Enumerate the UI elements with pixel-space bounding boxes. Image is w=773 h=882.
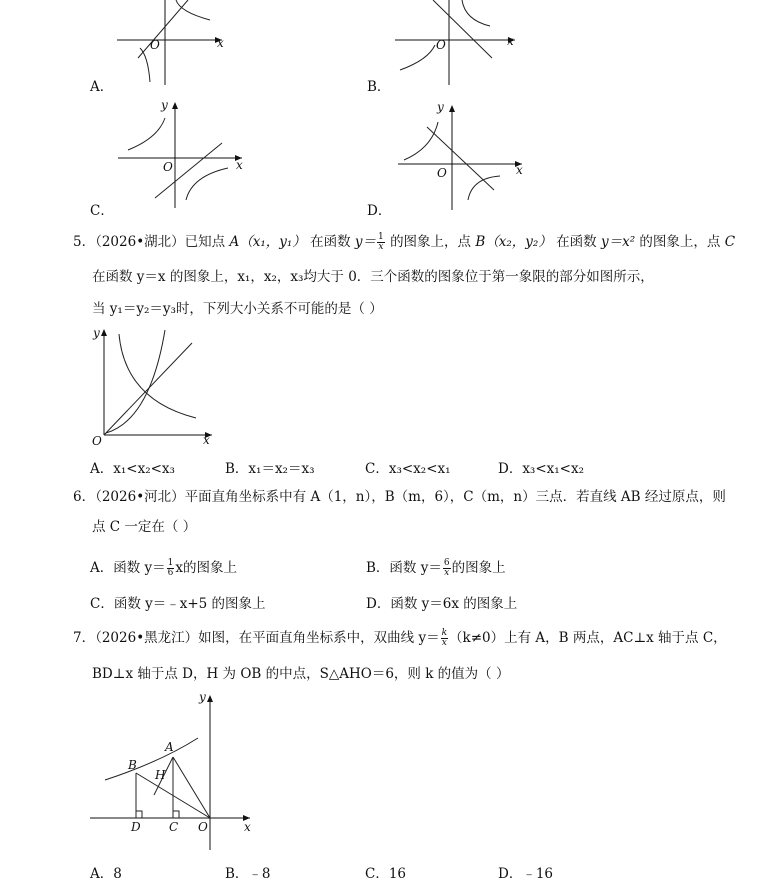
q4d-y-label: y bbox=[437, 100, 444, 114]
q5-x-label: x bbox=[203, 433, 210, 447]
q4a-x-label: x bbox=[217, 36, 224, 50]
q4c-origin: O bbox=[163, 160, 173, 174]
q4-option-a: A． bbox=[90, 79, 114, 95]
q7-option-c: C．16 bbox=[365, 866, 407, 882]
q5-text-graph-end: 的图象上，点 bbox=[639, 234, 721, 250]
q6-line2: 点 C 一定在（ ） bbox=[92, 519, 197, 535]
q7-option-b: B．﹣8 bbox=[225, 866, 271, 882]
q5-origin: O bbox=[92, 434, 102, 448]
q5-option-a: A．x₁<x₂<x₃ bbox=[90, 461, 175, 477]
q7-point-b-label: B bbox=[128, 758, 137, 772]
q5-frac1: $\frac{1}{x}$ bbox=[378, 232, 384, 252]
q5-func1: y＝ bbox=[354, 234, 377, 250]
q5-y-label: y bbox=[93, 326, 100, 340]
q4b-x-label: x bbox=[507, 34, 514, 48]
q4d-x-label: x bbox=[516, 163, 523, 177]
q7-point-c-label: C bbox=[169, 820, 179, 834]
q7-frac: $\frac{k}{x}$ bbox=[441, 628, 448, 648]
q5-point-b: B（x₂，y₂） bbox=[475, 234, 552, 250]
q5-line2: 在函数 y＝x 的图象上，x₁，x₂，x₃均大于 0．三个函数的图象位于第一象限的部分如图所示， bbox=[92, 269, 654, 285]
q5-point-c: C bbox=[724, 234, 736, 250]
q7-option-a: A．8 bbox=[90, 866, 122, 882]
q7-line1: 7．（2026•黑龙江）如图，在平面直角坐标系中，双曲线 y＝ $\frac{k}{x}$ （k≠0）上有 A，B 两点，AC⊥x 轴于点 C， bbox=[73, 628, 727, 648]
q4-option-d: D． bbox=[367, 203, 392, 219]
q5-option-d: D．x₃<x₁<x₂ bbox=[498, 461, 585, 477]
q5-func2: y＝x² bbox=[600, 234, 636, 250]
q5-text-in-function: 在函数 bbox=[310, 234, 351, 250]
q4a-origin: O bbox=[150, 38, 160, 52]
q5-option-b: B．x₁＝x₂＝x₃ bbox=[225, 461, 315, 477]
q4-option-b: B． bbox=[367, 79, 391, 95]
q6-option-c: C．函数 y＝﹣x+5 的图象上 bbox=[90, 596, 266, 612]
q6-option-a: A．函数 y＝ $\frac{1}{6}$ x的图象上 bbox=[90, 558, 238, 578]
q5-option-c: C．x₃<x₂<x₁ bbox=[365, 461, 451, 477]
q7-line2: BD⊥x 轴于点 D，H 为 OB 的中点，S△AHO＝6，则 k 的值为（ ） bbox=[92, 666, 510, 682]
q5-point-a: A（x₁，y₁） bbox=[229, 234, 306, 250]
q4b-origin: O bbox=[436, 38, 446, 52]
q7-point-a-label: A bbox=[165, 740, 174, 754]
q7-origin: O bbox=[198, 820, 208, 834]
q7-x-label: x bbox=[244, 820, 251, 834]
q4c-y-label: y bbox=[161, 98, 168, 112]
q7-option-d: D．﹣16 bbox=[498, 866, 554, 882]
q6-line1: 6．（2026•河北）平面直角坐标系中有 A（1，n），B（m，6），C（m，n）三点．若直线 AB 经过原点，则 bbox=[73, 489, 726, 505]
q4-option-c: C． bbox=[90, 203, 114, 219]
q5-text-in-function-2: 在函数 bbox=[556, 234, 597, 250]
q6-option-d: D．函数 y＝6x 的图象上 bbox=[366, 596, 518, 612]
q7-point-h-label: H bbox=[155, 768, 166, 782]
q5-text-graph-point: 的图象上，点 bbox=[390, 234, 472, 250]
q7-y-label: y bbox=[199, 690, 206, 704]
q5-line3: 当 y₁＝y₂＝y₃时，下列大小关系不可能的是（ ） bbox=[92, 301, 383, 317]
q4d-origin: O bbox=[437, 166, 447, 180]
q6-option-b: B．函数 y＝ $\frac{6}{x}$ 的图象上 bbox=[366, 558, 506, 578]
q7-point-d-label: D bbox=[131, 820, 141, 834]
q5-intro: 5．（2026•湖北）已知点 bbox=[73, 234, 226, 250]
q4c-x-label: x bbox=[236, 158, 243, 172]
